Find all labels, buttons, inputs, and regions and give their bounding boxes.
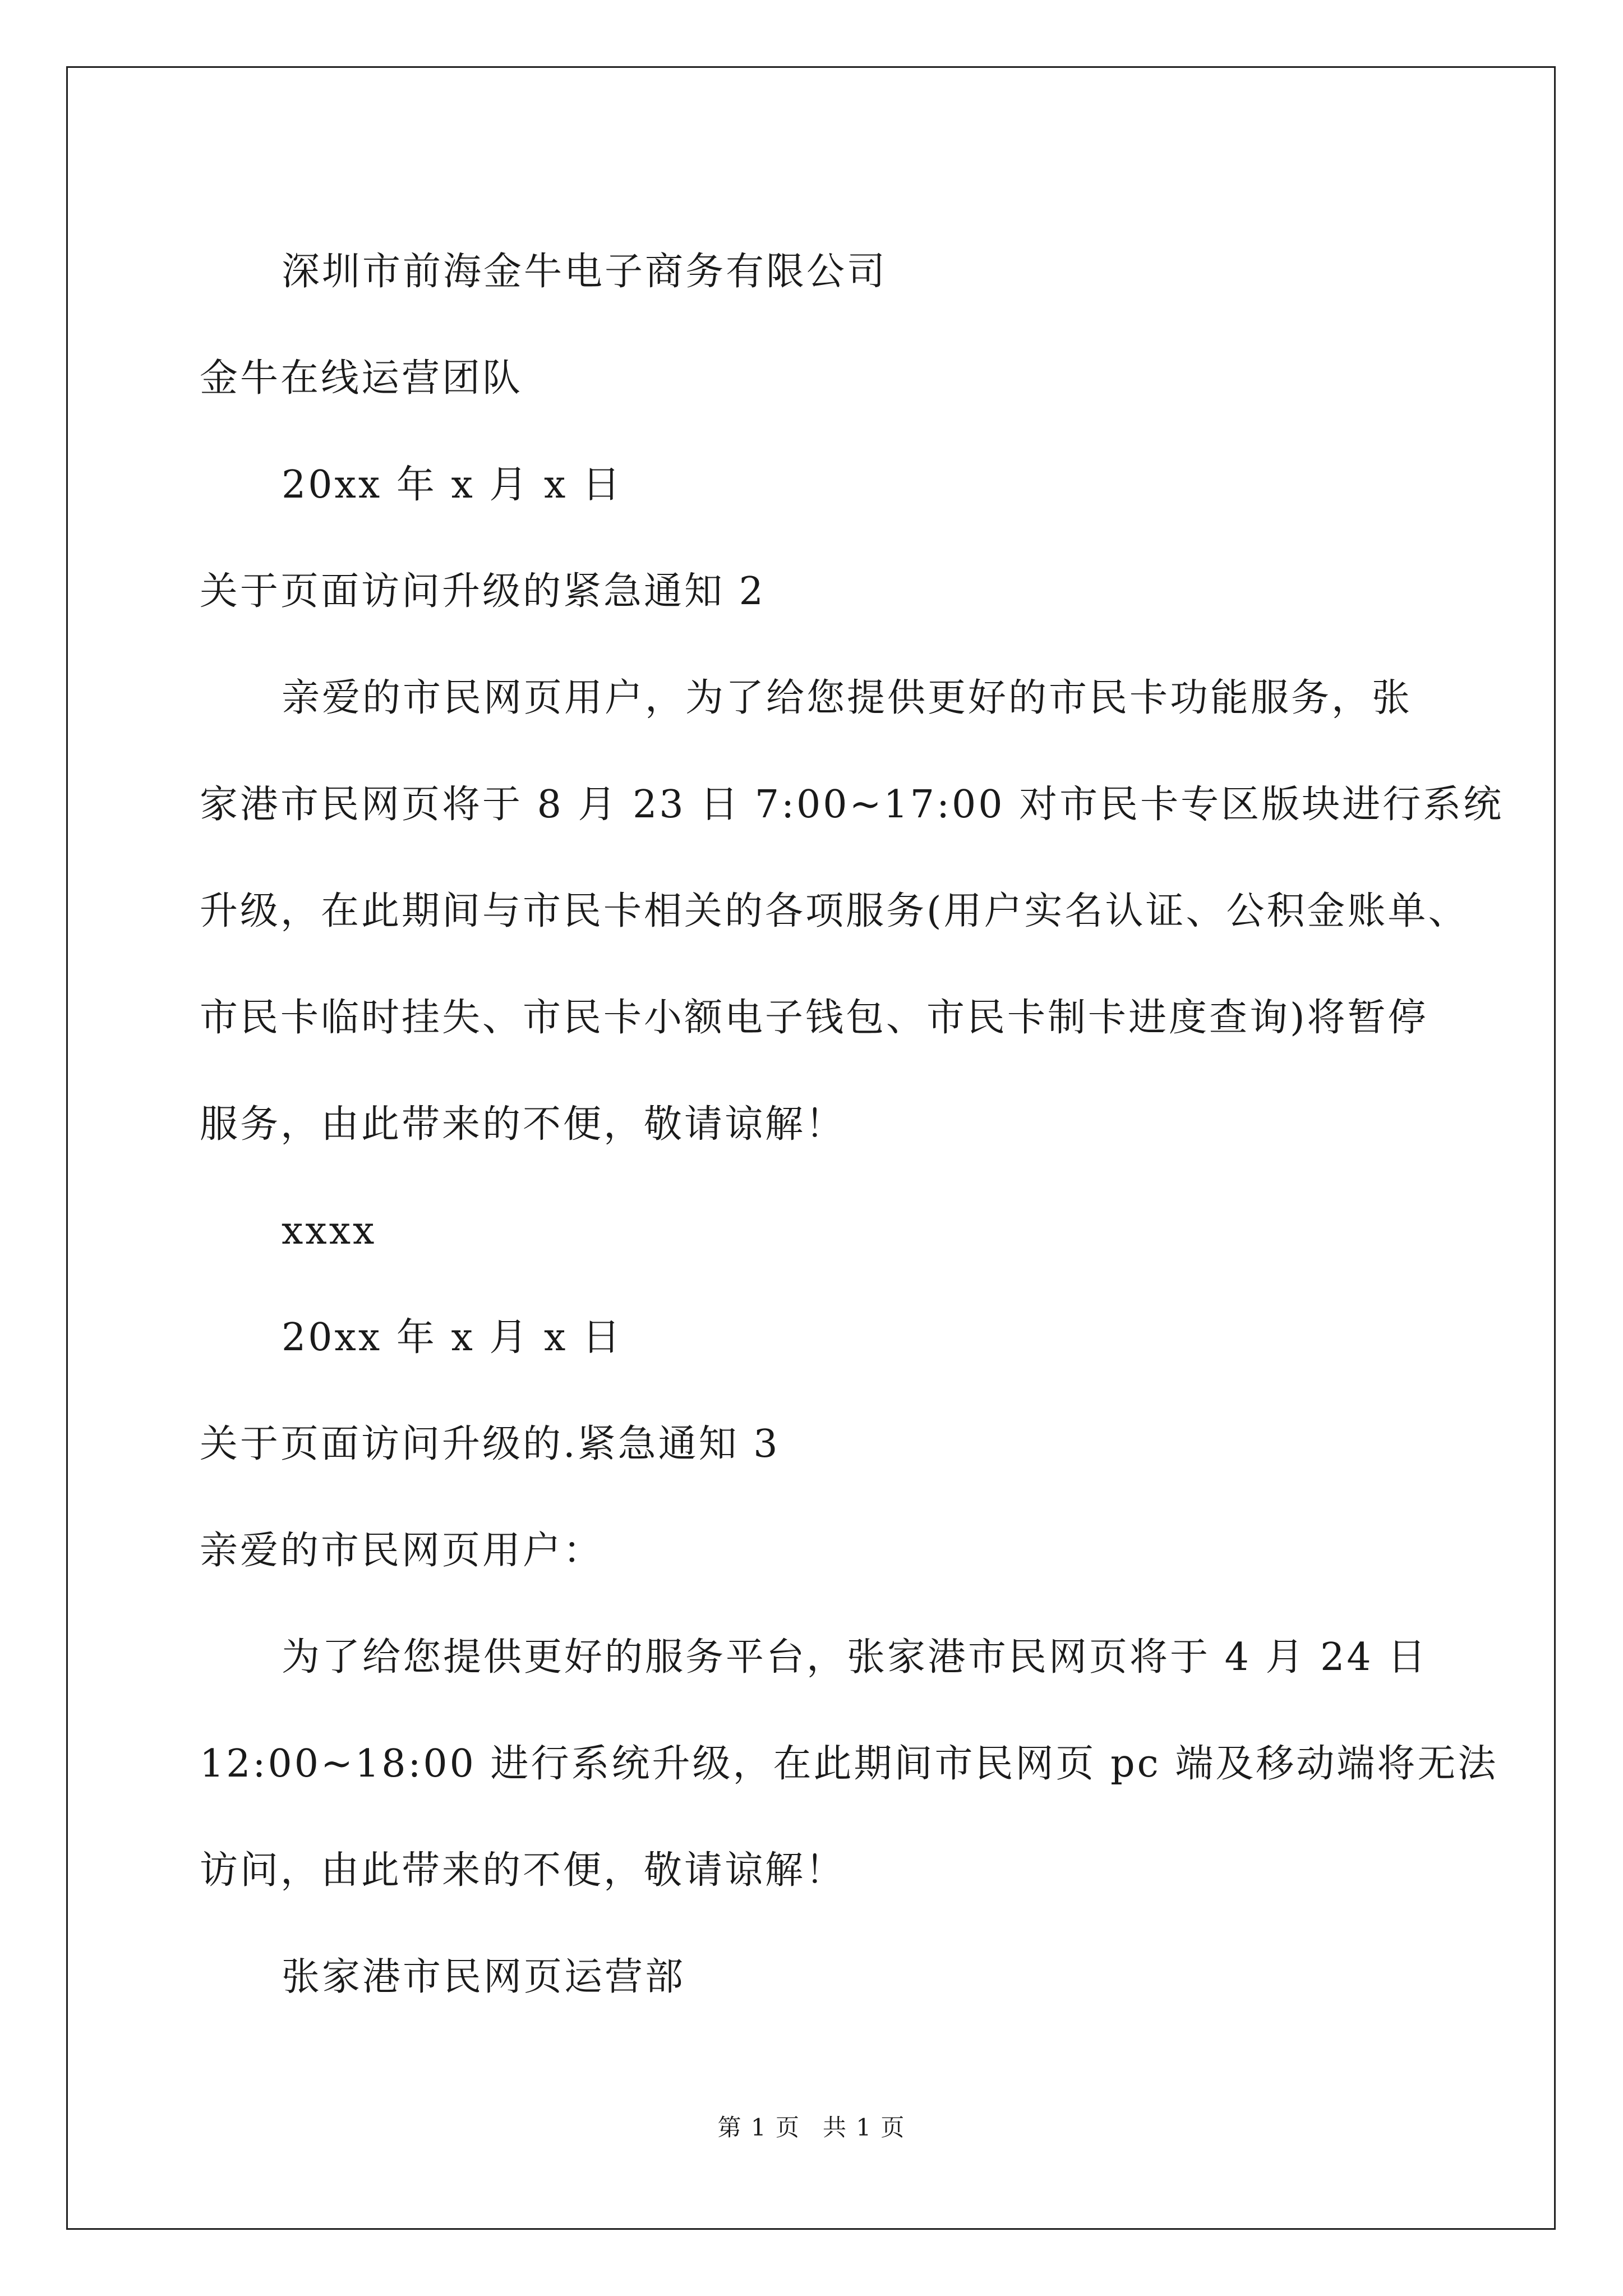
date-line: 20xx 年 x 月 x 日 bbox=[282, 1315, 623, 1360]
notice-title-2: 关于页面访问升级的紧急通知 2 bbox=[200, 569, 766, 614]
document-body bbox=[200, 219, 1504, 2031]
paragraph-line: 市民卡临时挂失、市民卡小额电子钱包、市民卡制卡进度查询)将暂停 bbox=[200, 996, 1428, 1040]
date-line: 20xx 年 x 月 x 日 bbox=[282, 463, 623, 507]
page-number-total: 共 1 页 bbox=[823, 2114, 906, 2141]
paragraph-line: 12:00~18:00 进行系统升级，在此期间市民网页 pc 端及移动端将无法 bbox=[200, 1742, 1498, 1786]
paragraph-line: 亲爱的市民网页用户，为了给您提供更好的市民卡功能服务，张 bbox=[282, 676, 1413, 720]
paragraph-line: 服务，由此带来的不便，敬请谅解！ bbox=[200, 1102, 846, 1147]
page-footer bbox=[0, 2109, 1623, 2143]
signature-line: 张家港市民网页运营部 bbox=[282, 1955, 686, 1999]
salutation: 亲爱的市民网页用户： bbox=[200, 1529, 604, 1573]
paragraph-line: 访问，由此带来的不便，敬请谅解！ bbox=[200, 1848, 846, 1893]
paragraph-line: 为了给您提供更好的服务平台，张家港市民网页将于 4 月 24 日 bbox=[282, 1635, 1428, 1680]
notice-title-3: 关于页面访问升级的.紧急通知 3 bbox=[200, 1422, 780, 1466]
paragraph-line: 家港市民网页将于 8 月 23 日 7:00~17:00 对市民卡专区版块进行系统 bbox=[200, 783, 1504, 827]
team-name: 金牛在线运营团队 bbox=[200, 356, 523, 401]
company-name: 深圳市前海金牛电子商务有限公司 bbox=[282, 250, 888, 294]
paragraph-line: 升级，在此期间与市民卡相关的各项服务(用户实名认证、公积金账单、 bbox=[200, 889, 1469, 933]
page-number-current: 第 1 页 bbox=[717, 2114, 800, 2141]
signature-line: xxxx bbox=[282, 1209, 377, 1253]
